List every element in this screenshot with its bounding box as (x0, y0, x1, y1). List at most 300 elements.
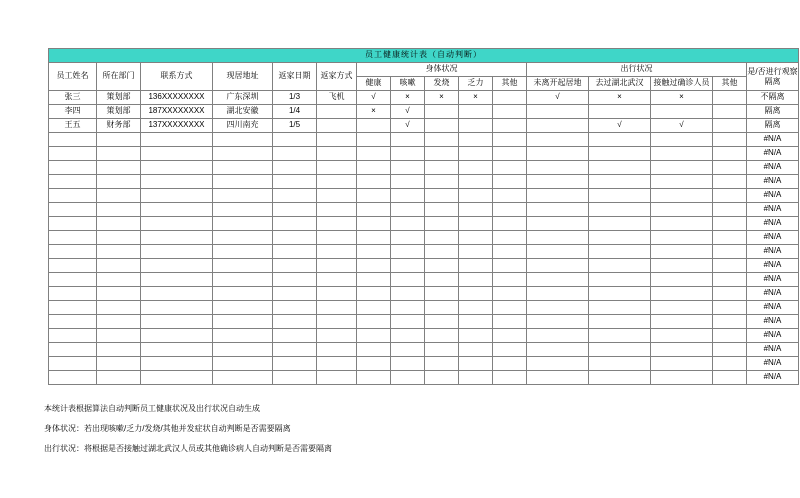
cell-empty[interactable] (493, 217, 527, 231)
cell-return-way[interactable] (317, 105, 357, 119)
cell-travel-2[interactable]: √ (651, 119, 713, 133)
cell-empty[interactable] (213, 161, 273, 175)
cell-empty[interactable] (425, 175, 459, 189)
cell-empty[interactable] (317, 329, 357, 343)
cell-name[interactable]: 张三 (49, 91, 97, 105)
cell-empty[interactable] (317, 259, 357, 273)
cell-empty[interactable] (493, 161, 527, 175)
cell-empty[interactable] (357, 343, 391, 357)
cell-empty[interactable] (459, 147, 493, 161)
cell-empty[interactable] (589, 329, 651, 343)
cell-empty[interactable] (97, 203, 141, 217)
cell-empty[interactable] (527, 217, 589, 231)
cell-empty[interactable] (713, 287, 747, 301)
cell-empty[interactable] (391, 259, 425, 273)
cell-empty[interactable] (357, 315, 391, 329)
cell-body-2[interactable]: × (425, 91, 459, 105)
cell-empty[interactable] (713, 203, 747, 217)
cell-contact[interactable]: 136XXXXXXXX (141, 91, 213, 105)
cell-empty[interactable] (391, 175, 425, 189)
cell-empty[interactable] (273, 147, 317, 161)
cell-empty[interactable] (459, 287, 493, 301)
cell-empty[interactable] (713, 329, 747, 343)
cell-quarantine-result[interactable]: #N/A (747, 231, 799, 245)
cell-travel-0[interactable] (527, 105, 589, 119)
cell-empty[interactable] (141, 231, 213, 245)
cell-empty[interactable] (493, 245, 527, 259)
cell-empty[interactable] (49, 147, 97, 161)
cell-empty[interactable] (651, 175, 713, 189)
cell-empty[interactable] (273, 301, 317, 315)
cell-empty[interactable] (49, 217, 97, 231)
cell-empty[interactable] (713, 161, 747, 175)
cell-empty[interactable] (213, 189, 273, 203)
cell-empty[interactable] (141, 371, 213, 385)
cell-empty[interactable] (97, 287, 141, 301)
cell-empty[interactable] (713, 217, 747, 231)
cell-empty[interactable] (49, 301, 97, 315)
cell-empty[interactable] (273, 287, 317, 301)
cell-empty[interactable] (213, 287, 273, 301)
cell-empty[interactable] (357, 217, 391, 231)
cell-empty[interactable] (425, 287, 459, 301)
cell-empty[interactable] (357, 259, 391, 273)
cell-empty[interactable] (97, 245, 141, 259)
cell-quarantine-result[interactable]: #N/A (747, 245, 799, 259)
cell-empty[interactable] (651, 329, 713, 343)
cell-empty[interactable] (589, 301, 651, 315)
cell-return-date[interactable]: 1/4 (273, 105, 317, 119)
cell-empty[interactable] (589, 203, 651, 217)
cell-empty[interactable] (273, 273, 317, 287)
cell-empty[interactable] (651, 273, 713, 287)
cell-empty[interactable] (425, 371, 459, 385)
cell-name[interactable]: 王五 (49, 119, 97, 133)
cell-quarantine-result[interactable]: #N/A (747, 175, 799, 189)
cell-quarantine-result[interactable]: 不隔离 (747, 91, 799, 105)
cell-empty[interactable] (317, 203, 357, 217)
cell-empty[interactable] (527, 259, 589, 273)
cell-empty[interactable] (213, 343, 273, 357)
cell-empty[interactable] (459, 231, 493, 245)
cell-empty[interactable] (97, 329, 141, 343)
cell-empty[interactable] (213, 203, 273, 217)
cell-empty[interactable] (49, 315, 97, 329)
cell-empty[interactable] (213, 371, 273, 385)
cell-empty[interactable] (651, 357, 713, 371)
cell-body-0[interactable]: √ (357, 91, 391, 105)
cell-travel-3[interactable] (713, 105, 747, 119)
cell-quarantine-result[interactable]: #N/A (747, 217, 799, 231)
cell-empty[interactable] (391, 189, 425, 203)
cell-contact[interactable]: 137XXXXXXXX (141, 119, 213, 133)
cell-empty[interactable] (213, 357, 273, 371)
cell-empty[interactable] (493, 175, 527, 189)
cell-empty[interactable] (391, 217, 425, 231)
cell-empty[interactable] (527, 357, 589, 371)
cell-empty[interactable] (213, 259, 273, 273)
cell-quarantine-result[interactable]: #N/A (747, 147, 799, 161)
cell-empty[interactable] (459, 189, 493, 203)
cell-quarantine-result[interactable]: #N/A (747, 343, 799, 357)
cell-empty[interactable] (213, 315, 273, 329)
cell-residence[interactable]: 广东深圳 (213, 91, 273, 105)
cell-name[interactable]: 李四 (49, 105, 97, 119)
cell-empty[interactable] (141, 273, 213, 287)
cell-empty[interactable] (713, 245, 747, 259)
cell-empty[interactable] (425, 301, 459, 315)
cell-quarantine-result[interactable]: #N/A (747, 189, 799, 203)
cell-body-1[interactable]: × (391, 91, 425, 105)
cell-empty[interactable] (273, 203, 317, 217)
cell-empty[interactable] (527, 147, 589, 161)
cell-quarantine-result[interactable]: #N/A (747, 287, 799, 301)
cell-body-0[interactable]: × (357, 105, 391, 119)
cell-empty[interactable] (527, 189, 589, 203)
cell-travel-1[interactable]: √ (589, 119, 651, 133)
cell-quarantine-result[interactable]: #N/A (747, 133, 799, 147)
cell-quarantine-result[interactable]: 隔离 (747, 119, 799, 133)
cell-empty[interactable] (713, 301, 747, 315)
cell-empty[interactable] (97, 301, 141, 315)
cell-empty[interactable] (589, 371, 651, 385)
cell-travel-1[interactable]: × (589, 91, 651, 105)
cell-empty[interactable] (141, 343, 213, 357)
cell-dept[interactable]: 策划部 (97, 105, 141, 119)
cell-empty[interactable] (527, 203, 589, 217)
cell-empty[interactable] (493, 371, 527, 385)
cell-empty[interactable] (213, 329, 273, 343)
cell-empty[interactable] (317, 287, 357, 301)
cell-empty[interactable] (425, 203, 459, 217)
cell-empty[interactable] (651, 161, 713, 175)
cell-empty[interactable] (713, 189, 747, 203)
cell-empty[interactable] (459, 217, 493, 231)
cell-travel-3[interactable] (713, 91, 747, 105)
cell-return-way[interactable] (317, 119, 357, 133)
cell-residence[interactable]: 四川南充 (213, 119, 273, 133)
cell-empty[interactable] (213, 245, 273, 259)
cell-empty[interactable] (651, 301, 713, 315)
cell-empty[interactable] (391, 301, 425, 315)
cell-empty[interactable] (713, 133, 747, 147)
cell-empty[interactable] (273, 217, 317, 231)
cell-empty[interactable] (391, 273, 425, 287)
cell-empty[interactable] (391, 147, 425, 161)
cell-empty[interactable] (493, 259, 527, 273)
cell-empty[interactable] (273, 189, 317, 203)
cell-empty[interactable] (527, 371, 589, 385)
cell-empty[interactable] (651, 189, 713, 203)
cell-empty[interactable] (317, 315, 357, 329)
cell-empty[interactable] (357, 301, 391, 315)
cell-empty[interactable] (273, 357, 317, 371)
cell-body-4[interactable] (493, 91, 527, 105)
cell-body-3[interactable] (459, 105, 493, 119)
cell-empty[interactable] (391, 329, 425, 343)
cell-empty[interactable] (317, 301, 357, 315)
cell-body-2[interactable] (425, 119, 459, 133)
cell-empty[interactable] (97, 175, 141, 189)
cell-empty[interactable] (49, 287, 97, 301)
cell-empty[interactable] (651, 287, 713, 301)
cell-empty[interactable] (493, 287, 527, 301)
cell-empty[interactable] (317, 133, 357, 147)
cell-empty[interactable] (357, 175, 391, 189)
cell-quarantine-result[interactable]: #N/A (747, 203, 799, 217)
cell-empty[interactable] (527, 245, 589, 259)
cell-empty[interactable] (317, 147, 357, 161)
cell-empty[interactable] (589, 259, 651, 273)
cell-empty[interactable] (141, 301, 213, 315)
cell-empty[interactable] (391, 133, 425, 147)
cell-empty[interactable] (425, 329, 459, 343)
cell-empty[interactable] (273, 161, 317, 175)
cell-empty[interactable] (273, 343, 317, 357)
cell-empty[interactable] (651, 245, 713, 259)
cell-empty[interactable] (493, 315, 527, 329)
cell-empty[interactable] (425, 343, 459, 357)
cell-empty[interactable] (357, 231, 391, 245)
cell-empty[interactable] (493, 329, 527, 343)
cell-quarantine-result[interactable]: #N/A (747, 315, 799, 329)
cell-empty[interactable] (527, 231, 589, 245)
cell-empty[interactable] (141, 245, 213, 259)
cell-empty[interactable] (97, 161, 141, 175)
cell-empty[interactable] (317, 231, 357, 245)
cell-empty[interactable] (459, 371, 493, 385)
cell-empty[interactable] (425, 189, 459, 203)
cell-empty[interactable] (527, 301, 589, 315)
cell-empty[interactable] (273, 133, 317, 147)
cell-empty[interactable] (713, 175, 747, 189)
cell-empty[interactable] (213, 147, 273, 161)
cell-empty[interactable] (317, 189, 357, 203)
cell-empty[interactable] (49, 175, 97, 189)
cell-empty[interactable] (317, 161, 357, 175)
cell-empty[interactable] (49, 245, 97, 259)
cell-empty[interactable] (141, 147, 213, 161)
cell-empty[interactable] (49, 133, 97, 147)
cell-empty[interactable] (357, 371, 391, 385)
cell-empty[interactable] (141, 315, 213, 329)
cell-empty[interactable] (141, 161, 213, 175)
cell-empty[interactable] (493, 231, 527, 245)
cell-return-way[interactable]: 飞机 (317, 91, 357, 105)
cell-quarantine-result[interactable]: #N/A (747, 259, 799, 273)
cell-empty[interactable] (317, 371, 357, 385)
cell-empty[interactable] (651, 259, 713, 273)
cell-empty[interactable] (391, 287, 425, 301)
cell-empty[interactable] (97, 371, 141, 385)
cell-empty[interactable] (527, 175, 589, 189)
cell-empty[interactable] (273, 371, 317, 385)
cell-travel-0[interactable]: √ (527, 91, 589, 105)
cell-empty[interactable] (97, 231, 141, 245)
cell-empty[interactable] (713, 147, 747, 161)
cell-quarantine-result[interactable]: 隔离 (747, 105, 799, 119)
cell-quarantine-result[interactable]: #N/A (747, 357, 799, 371)
cell-empty[interactable] (651, 203, 713, 217)
cell-empty[interactable] (317, 245, 357, 259)
cell-empty[interactable] (97, 357, 141, 371)
cell-empty[interactable] (49, 189, 97, 203)
cell-empty[interactable] (589, 175, 651, 189)
cell-empty[interactable] (527, 273, 589, 287)
cell-body-4[interactable] (493, 119, 527, 133)
cell-empty[interactable] (589, 231, 651, 245)
cell-empty[interactable] (589, 133, 651, 147)
cell-empty[interactable] (317, 217, 357, 231)
cell-empty[interactable] (651, 147, 713, 161)
cell-empty[interactable] (357, 161, 391, 175)
cell-body-3[interactable] (459, 119, 493, 133)
cell-return-date[interactable]: 1/5 (273, 119, 317, 133)
cell-empty[interactable] (493, 189, 527, 203)
cell-empty[interactable] (391, 371, 425, 385)
cell-empty[interactable] (527, 133, 589, 147)
cell-empty[interactable] (391, 161, 425, 175)
cell-empty[interactable] (425, 161, 459, 175)
cell-empty[interactable] (651, 231, 713, 245)
cell-empty[interactable] (213, 133, 273, 147)
cell-empty[interactable] (459, 245, 493, 259)
cell-empty[interactable] (713, 371, 747, 385)
cell-empty[interactable] (357, 133, 391, 147)
cell-empty[interactable] (713, 273, 747, 287)
cell-empty[interactable] (425, 217, 459, 231)
cell-empty[interactable] (273, 175, 317, 189)
cell-empty[interactable] (459, 315, 493, 329)
cell-empty[interactable] (589, 147, 651, 161)
cell-empty[interactable] (357, 189, 391, 203)
cell-quarantine-result[interactable]: #N/A (747, 371, 799, 385)
cell-travel-2[interactable] (651, 105, 713, 119)
cell-quarantine-result[interactable]: #N/A (747, 161, 799, 175)
cell-empty[interactable] (459, 329, 493, 343)
cell-empty[interactable] (391, 231, 425, 245)
cell-empty[interactable] (493, 343, 527, 357)
cell-empty[interactable] (273, 329, 317, 343)
cell-empty[interactable] (459, 357, 493, 371)
cell-empty[interactable] (213, 217, 273, 231)
cell-empty[interactable] (459, 175, 493, 189)
cell-empty[interactable] (97, 273, 141, 287)
cell-empty[interactable] (425, 273, 459, 287)
cell-empty[interactable] (391, 315, 425, 329)
cell-empty[interactable] (651, 217, 713, 231)
cell-empty[interactable] (493, 147, 527, 161)
cell-empty[interactable] (527, 343, 589, 357)
cell-body-2[interactable] (425, 105, 459, 119)
cell-empty[interactable] (589, 245, 651, 259)
cell-empty[interactable] (357, 147, 391, 161)
cell-empty[interactable] (317, 273, 357, 287)
cell-empty[interactable] (97, 147, 141, 161)
cell-empty[interactable] (141, 287, 213, 301)
cell-empty[interactable] (317, 175, 357, 189)
cell-empty[interactable] (49, 203, 97, 217)
cell-empty[interactable] (589, 273, 651, 287)
cell-travel-0[interactable] (527, 119, 589, 133)
cell-empty[interactable] (459, 343, 493, 357)
cell-empty[interactable] (273, 315, 317, 329)
cell-empty[interactable] (49, 231, 97, 245)
cell-empty[interactable] (357, 357, 391, 371)
cell-empty[interactable] (49, 329, 97, 343)
cell-empty[interactable] (317, 357, 357, 371)
cell-empty[interactable] (493, 273, 527, 287)
cell-empty[interactable] (357, 203, 391, 217)
cell-empty[interactable] (97, 217, 141, 231)
cell-body-1[interactable]: √ (391, 105, 425, 119)
cell-empty[interactable] (651, 315, 713, 329)
cell-quarantine-result[interactable]: #N/A (747, 301, 799, 315)
cell-empty[interactable] (97, 343, 141, 357)
cell-empty[interactable] (141, 259, 213, 273)
cell-empty[interactable] (141, 203, 213, 217)
cell-empty[interactable] (459, 161, 493, 175)
cell-empty[interactable] (273, 245, 317, 259)
cell-return-date[interactable]: 1/3 (273, 91, 317, 105)
cell-empty[interactable] (589, 357, 651, 371)
cell-dept[interactable]: 策划部 (97, 91, 141, 105)
cell-empty[interactable] (357, 287, 391, 301)
cell-empty[interactable] (273, 259, 317, 273)
cell-empty[interactable] (589, 161, 651, 175)
cell-empty[interactable] (141, 329, 213, 343)
cell-travel-2[interactable]: × (651, 91, 713, 105)
cell-contact[interactable]: 187XXXXXXXX (141, 105, 213, 119)
cell-empty[interactable] (425, 147, 459, 161)
cell-empty[interactable] (459, 259, 493, 273)
cell-empty[interactable] (527, 329, 589, 343)
cell-empty[interactable] (425, 259, 459, 273)
cell-dept[interactable]: 财务部 (97, 119, 141, 133)
cell-empty[interactable] (493, 357, 527, 371)
cell-empty[interactable] (141, 175, 213, 189)
cell-body-1[interactable]: √ (391, 119, 425, 133)
cell-empty[interactable] (357, 273, 391, 287)
cell-empty[interactable] (49, 371, 97, 385)
cell-residence[interactable]: 湖北安徽 (213, 105, 273, 119)
cell-empty[interactable] (589, 343, 651, 357)
cell-empty[interactable] (391, 203, 425, 217)
cell-empty[interactable] (213, 231, 273, 245)
cell-quarantine-result[interactable]: #N/A (747, 329, 799, 343)
cell-empty[interactable] (97, 133, 141, 147)
cell-empty[interactable] (493, 133, 527, 147)
cell-empty[interactable] (141, 133, 213, 147)
cell-empty[interactable] (141, 217, 213, 231)
cell-body-3[interactable]: × (459, 91, 493, 105)
cell-empty[interactable] (49, 343, 97, 357)
cell-empty[interactable] (493, 301, 527, 315)
cell-empty[interactable] (493, 203, 527, 217)
cell-empty[interactable] (651, 371, 713, 385)
cell-empty[interactable] (713, 231, 747, 245)
cell-empty[interactable] (49, 357, 97, 371)
cell-empty[interactable] (527, 161, 589, 175)
cell-quarantine-result[interactable]: #N/A (747, 273, 799, 287)
cell-empty[interactable] (97, 189, 141, 203)
cell-empty[interactable] (425, 357, 459, 371)
cell-empty[interactable] (49, 259, 97, 273)
cell-empty[interactable] (425, 245, 459, 259)
cell-empty[interactable] (49, 273, 97, 287)
cell-empty[interactable] (97, 315, 141, 329)
cell-empty[interactable] (459, 273, 493, 287)
